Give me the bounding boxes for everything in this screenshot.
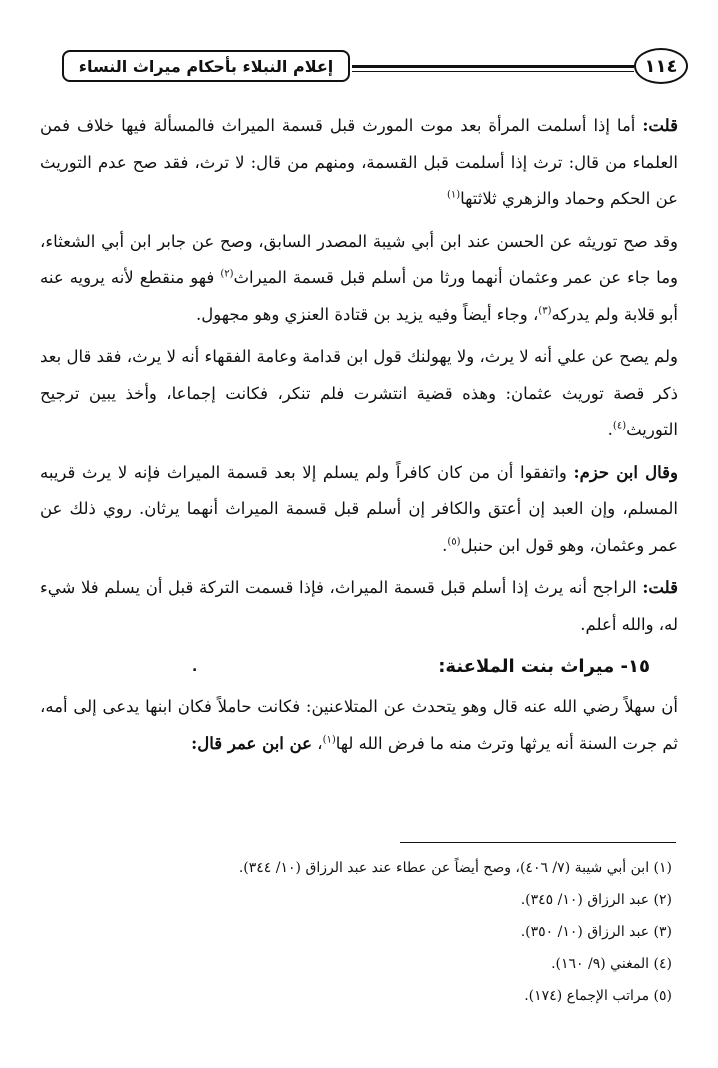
section-heading: [40, 649, 650, 685]
paragraph-text: وقد صح توريثه عن الحسن عند ابن أبي شيبة المصدر السابق، وصح عن جابر ابن أبي الشعثاء، وما جاء عن عمر وعثمان أنهما ورثا من أسلم قبل قسمة الميراث: [40, 231, 679, 287]
paragraph-text: أما إذا أسلمت المرأة بعد موت المورث قبل قسمة الميراث فالمسألة فيها خلاف فمن العلماء من قال: ترث إذا أسلمت قبل القسمة، ومنهم من قال: لا ترث، فقد صح عدم التوريث عن الحكم وحماد والزهري ثلاثتها: [40, 116, 678, 208]
section-heading-text: ١٥- ميراث بنت الملاعنة:: [438, 656, 650, 677]
paragraph-text: أن سهلاً رضي الله عنه قال وهو يتحدث عن المتلاعنين: فكانت حاملاً فكان ابنها يدعى إلى أمه، ثم جرت السنة أنه يرثها وترث منه ما فرض الله لها: [40, 697, 678, 753]
page-body: [40, 108, 678, 768]
paragraph-3: [40, 339, 678, 449]
book-title: إعلام النبلاء بأحكام ميراث النساء: [62, 50, 350, 82]
page-header: [62, 46, 688, 90]
footnote-4: (٤) المغني (٩/ ١٦٠).: [551, 956, 672, 972]
paragraph-text: فهو منقطع لأنه يرويه عنه أبو قلابة ولم يدركه: [40, 268, 678, 324]
footnote-ref: (٣): [538, 305, 552, 316]
paragraph-lead: قلت:: [642, 116, 678, 135]
page-number: ١١٤: [634, 48, 688, 84]
heading-dot: .: [192, 659, 198, 675]
paragraph-lead: قلت:: [642, 578, 678, 597]
paragraph-4: [40, 455, 678, 565]
header-rule-thin: [352, 71, 634, 72]
paragraph-bold-end: عن ابن عمر قال:: [191, 733, 313, 753]
paragraph-5: [40, 570, 678, 643]
paragraph-end: .: [607, 420, 613, 439]
paragraph-lead: وقال ابن حزم:: [573, 462, 678, 482]
footnote-5: (٥) مراتب الإجماع (١٧٤).: [524, 988, 672, 1004]
footnote-2: (٢) عبد الرزاق (١٠/ ٣٤٥).: [520, 892, 672, 908]
paragraph-6: [40, 689, 678, 762]
paragraph-text: ، وجاء أيضاً وفيه يزيد بن قتادة العنزي وهو مجهول.: [196, 304, 539, 324]
paragraph-end: .: [442, 535, 448, 555]
footnote-ref: (٤): [612, 420, 627, 432]
paragraph-text: ولم يصح عن علي أنه لا يرث، ولا يهولنك قول ابن قدامة وعامة الفقهاء أنه لا يرث، فقد قال بعد ذكر قصة توريث عثمان: وهذه قضية انتشرت فلم تنكر، فكانت إجماعا، وأخذ يبين ترجيح التوريث: [40, 347, 678, 439]
footnote-1: (١) ابن أبي شيبة (٧/ ٤٠٦)، وصح أيضاً عن عطاء عند عبد الرزاق (١٠/ ٣٤٤).: [238, 860, 672, 876]
paragraph-text: الراجح أنه يرث إذا أسلم قبل قسمة الميراث، فإذا قسمت التركة قبل أن يسلم فلا شيء له، والله أعلم.: [40, 578, 678, 634]
footnote-3: (٣) عبد الرزاق (١٠/ ٣٥٠).: [520, 924, 672, 940]
footnote-ref: (١): [322, 734, 336, 745]
footnotes: [40, 852, 672, 1012]
footnote-ref: (١): [446, 189, 461, 201]
paragraph-2: [40, 224, 678, 334]
paragraph-1: [40, 108, 678, 218]
footnote-ref: (٢): [220, 268, 234, 280]
header-rule: [352, 65, 634, 68]
footnote-ref: (٥): [447, 536, 461, 547]
paragraph-text: ،: [312, 733, 323, 753]
footnote-separator: [400, 842, 676, 843]
paragraph-text: واتفقوا أن من كان كافراً ولم يسلم إلا بعد قسمة الميراث فإنه لا يرث قريبه المسلم، وإن العبد إن أعتق والكافر إن أسلم قبل قسمة الميراث أنهما يرثان. روي ذلك عن عمر وعثمان، وهو قول ابن حنبل: [40, 462, 678, 555]
